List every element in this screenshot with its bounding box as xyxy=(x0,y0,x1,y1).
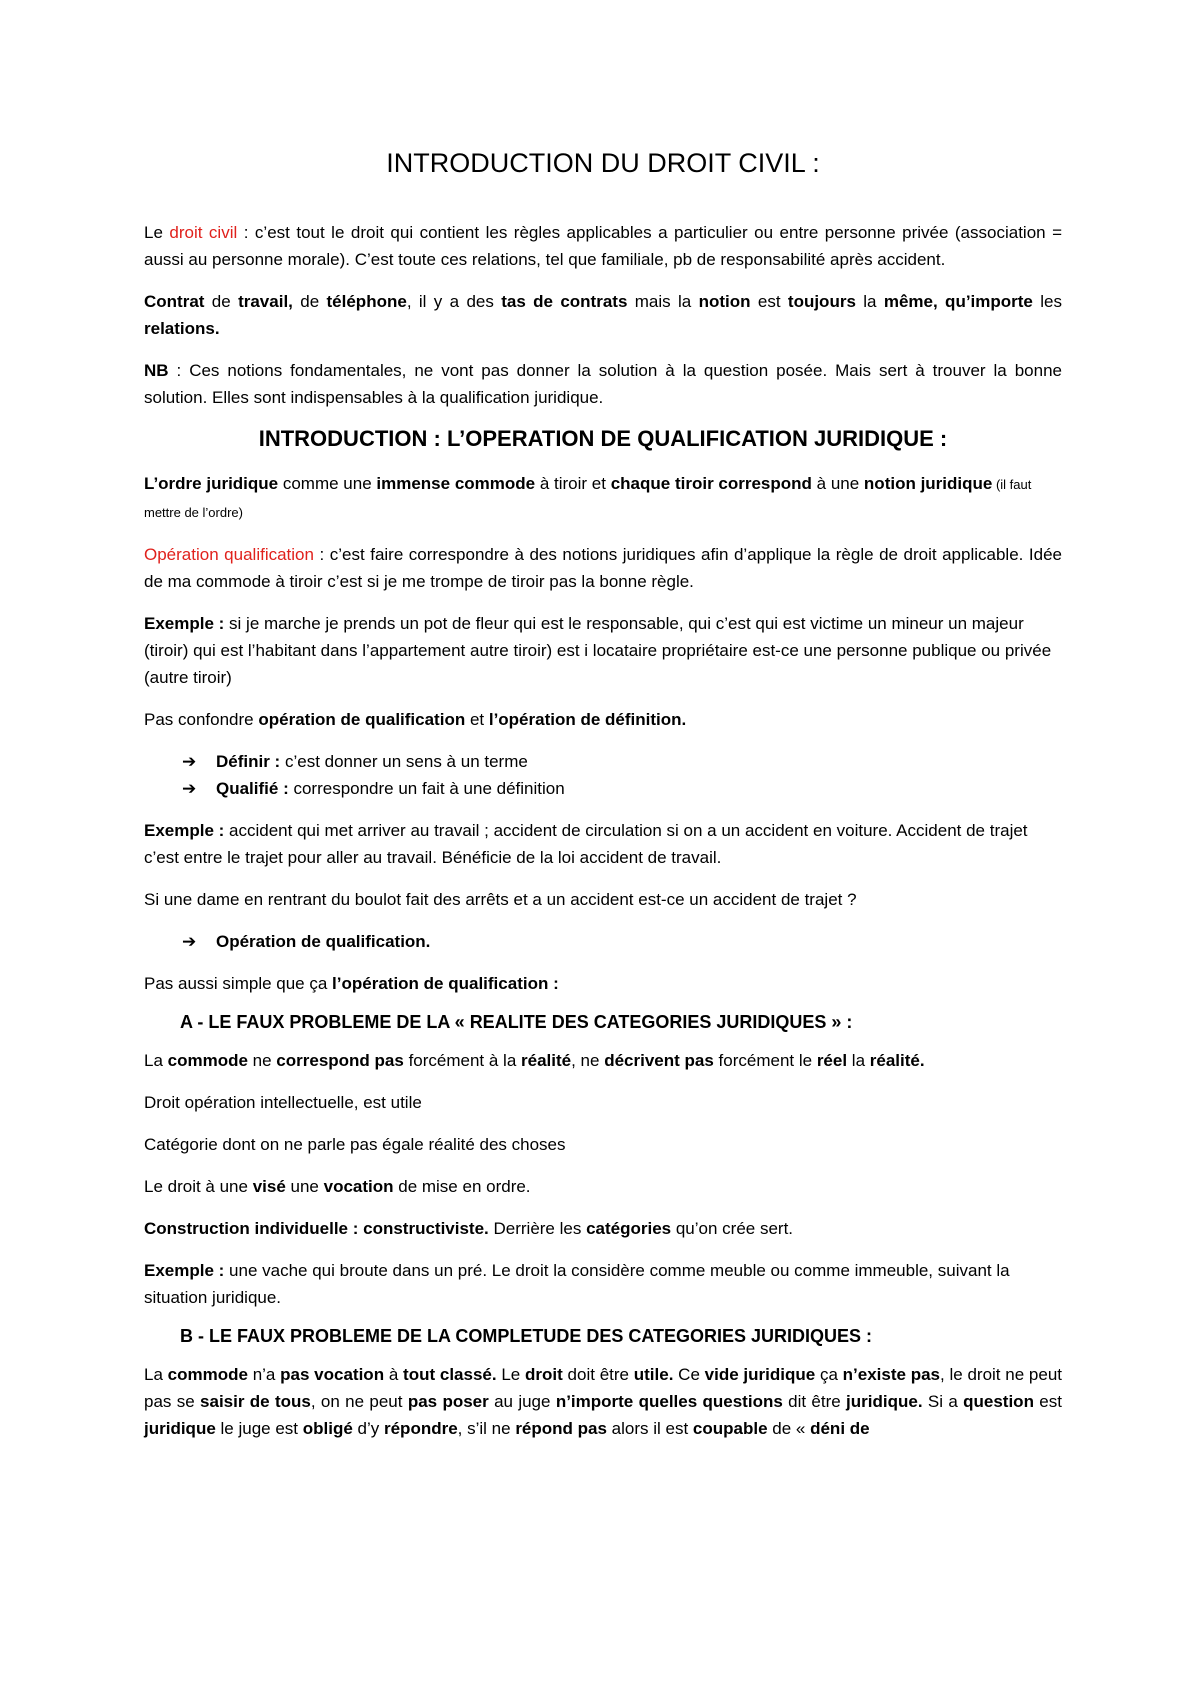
paragraph-commode-realite xyxy=(144,1047,1062,1074)
bold-text: Qualifié : xyxy=(216,779,289,798)
text: La xyxy=(144,1051,168,1070)
arrow-right-icon: ➔ xyxy=(182,932,197,951)
text: : Ces notions fondamentales, ne vont pas donner la solution à la question posée. Mais sert à trouver la bonne solution. Elles sont indispensables à la qualification juridique. xyxy=(144,361,1062,407)
bold-text: réalité xyxy=(521,1051,572,1070)
bold-text: toujours xyxy=(787,292,856,311)
definition-list xyxy=(144,748,1062,802)
bold-text: même, qu’importe xyxy=(883,292,1033,311)
text: Le xyxy=(496,1365,526,1384)
text: à xyxy=(384,1365,404,1384)
bold-text: juridique. xyxy=(846,1392,923,1411)
bold-text: réalité. xyxy=(869,1051,925,1070)
arrow-right-icon: ➔ xyxy=(182,752,197,771)
paragraph-vocation xyxy=(144,1173,1062,1200)
text: accident qui met arriver au travail ; accident de circulation si on a un accident en voiture. Accident de trajet c’est entre le trajet pour aller au travail. Bénéficie de la loi accident de travail. xyxy=(144,821,1028,867)
bold-text: utile. xyxy=(633,1365,674,1384)
bold-text: Exemple : xyxy=(144,614,225,633)
text: qu’on crée sert. xyxy=(671,1219,794,1238)
paragraph-completude xyxy=(144,1361,1062,1442)
bold-text: notion xyxy=(698,292,751,311)
paragraph-exemple-1 xyxy=(144,610,1062,691)
bold-text: question xyxy=(963,1392,1034,1411)
bold-text: déni de xyxy=(810,1419,870,1438)
text: est xyxy=(1033,1392,1062,1411)
bold-text: Construction individuelle : constructiviste. xyxy=(144,1219,489,1238)
text: ça xyxy=(815,1365,843,1384)
small-text: (il faut mettre de l’ordre) xyxy=(144,477,1032,520)
bold-text: Opération de qualification. xyxy=(216,932,431,951)
paragraph-pas-confondre xyxy=(144,706,1062,733)
bold-text: vocation xyxy=(323,1177,394,1196)
text: de mise en ordre. xyxy=(393,1177,531,1196)
text: à une xyxy=(811,474,864,493)
text: Ce xyxy=(673,1365,705,1384)
text: alors il est xyxy=(606,1419,693,1438)
bold-text: saisir de tous xyxy=(200,1392,311,1411)
paragraph-operation-qualification xyxy=(144,541,1062,595)
paragraph-question-trajet: Si une dame en rentrant du boulot fait des arrêts et a un accident est-ce un accident de trajet ? xyxy=(144,890,857,909)
bold-text: tout classé. xyxy=(403,1365,497,1384)
arrow-right-icon: ➔ xyxy=(182,779,197,798)
text: dit être xyxy=(782,1392,847,1411)
conclusion-list xyxy=(144,928,1062,955)
bold-text: opération de qualification xyxy=(258,710,466,729)
paragraph-droit-civil xyxy=(144,219,1062,273)
text: et xyxy=(465,710,489,729)
bold-text: l’opération de définition. xyxy=(488,710,687,729)
paragraph-nb xyxy=(144,357,1062,411)
text: : c’est tout le droit qui contient les règles applicables a particulier ou entre personne privée (association = aussi au personne morale). C’est toute ces relations, tel que familiale, pb de responsabilité après accident. xyxy=(144,223,1063,269)
text: n’a xyxy=(247,1365,281,1384)
text: La xyxy=(144,1365,168,1384)
bold-text: travail, xyxy=(238,292,293,311)
text: , s’il ne xyxy=(457,1419,516,1438)
text: de xyxy=(292,292,327,311)
bold-text: droit xyxy=(525,1365,563,1384)
bold-text: téléphone xyxy=(326,292,407,311)
text: de « xyxy=(767,1419,811,1438)
text: comme une xyxy=(278,474,377,493)
bold-text: NB xyxy=(144,361,169,380)
text: de xyxy=(204,292,239,311)
paragraph-categorie: Catégorie dont on ne parle pas égale réalité des choses xyxy=(144,1135,566,1154)
term-operation-qualification: Opération qualification xyxy=(144,545,314,564)
document-title: INTRODUCTION DU DROIT CIVIL : xyxy=(386,148,820,178)
text: d’y xyxy=(352,1419,384,1438)
text: Si a xyxy=(922,1392,964,1411)
paragraph-droit-operation: Droit opération intellectuelle, est utile xyxy=(144,1093,422,1112)
text: , le droit ne peut pas se xyxy=(144,1365,1063,1411)
bold-text: Définir : xyxy=(216,752,281,771)
list-item-definir xyxy=(144,748,1062,775)
text: doit être xyxy=(562,1365,634,1384)
paragraph-exemple-2 xyxy=(144,817,1062,871)
text: au juge xyxy=(488,1392,556,1411)
text: Pas aussi simple que ça xyxy=(144,974,333,993)
text: forcément à la xyxy=(403,1051,522,1070)
paragraph-construction xyxy=(144,1215,1062,1242)
paragraph-pas-aussi-simple xyxy=(144,970,1062,997)
bold-text: L’ordre juridique xyxy=(144,474,279,493)
bold-text: chaque tiroir correspond xyxy=(610,474,812,493)
text: une vache qui broute dans un pré. Le droit la considère comme meuble ou comme immeuble, suivant la situation juridique. xyxy=(144,1261,1010,1307)
paragraph-contrat xyxy=(144,288,1062,342)
bold-text: l’opération de qualification : xyxy=(332,974,559,993)
bold-text: réel xyxy=(816,1051,848,1070)
text: Le droit à une xyxy=(144,1177,253,1196)
text: : c’est faire correspondre à des notions juridiques afin d’applique la règle de droit applicable. Idée de ma commode à tiroir c’est si je me trompe de tiroir pas la bonne règle. xyxy=(144,545,1062,591)
text: forcément le xyxy=(713,1051,817,1070)
text: c’est donner un sens à un terme xyxy=(280,752,528,771)
document-content xyxy=(144,148,1062,1457)
bold-text: relations. xyxy=(144,319,220,338)
bold-text: pas vocation xyxy=(280,1365,385,1384)
text: est xyxy=(750,292,788,311)
bold-text: correspond pas xyxy=(276,1051,404,1070)
bold-text: coupable xyxy=(692,1419,768,1438)
bold-text: tas de contrats xyxy=(501,292,628,311)
subsection-heading-b: B - LE FAUX PROBLEME DE LA COMPLETUDE DES CATEGORIES JURIDIQUES : xyxy=(180,1326,873,1346)
text: , on ne peut xyxy=(310,1392,408,1411)
paragraph-exemple-3 xyxy=(144,1257,1062,1311)
text: les xyxy=(1032,292,1062,311)
text: correspondre un fait à une définition xyxy=(288,779,565,798)
bold-text: obligé xyxy=(302,1419,353,1438)
bold-text: pas poser xyxy=(407,1392,489,1411)
text: une xyxy=(285,1177,324,1196)
bold-text: visé xyxy=(252,1177,286,1196)
bold-text: notion juridique xyxy=(863,474,993,493)
bold-text: commode xyxy=(167,1365,248,1384)
text: Pas confondre xyxy=(144,710,259,729)
text: le juge est xyxy=(215,1419,303,1438)
text: , ne xyxy=(571,1051,605,1070)
section-heading-introduction: INTRODUCTION : L’OPERATION DE QUALIFICATION JURIDIQUE : xyxy=(258,426,948,451)
bold-text: Contrat xyxy=(144,292,205,311)
list-item-qualifie xyxy=(144,775,1062,802)
bold-text: commode xyxy=(167,1051,248,1070)
text: ne xyxy=(247,1051,277,1070)
text: , il y a des xyxy=(406,292,502,311)
bold-text: vide juridique xyxy=(704,1365,816,1384)
subsection-heading-a: A - LE FAUX PROBLEME DE LA « REALITE DES CATEGORIES JURIDIQUES » : xyxy=(180,1012,853,1032)
bold-text: Exemple : xyxy=(144,821,225,840)
bold-text: décrivent pas xyxy=(604,1051,714,1070)
text: mais la xyxy=(627,292,699,311)
bold-text: n’existe pas xyxy=(842,1365,941,1384)
bold-text: répond pas xyxy=(515,1419,607,1438)
text: Le xyxy=(144,223,170,242)
text: si je marche je prends un pot de fleur qui est le responsable, qui c’est qui est victime un mineur un majeur (tiroir) qui est l’habitant dans l’appartement autre tiroir) est i locataire propriétaire est-ce une personne publique ou privée (autre tiroir) xyxy=(144,614,1052,687)
bold-text: juridique xyxy=(144,1419,216,1438)
bold-text: Exemple : xyxy=(144,1261,225,1280)
text: Derrière les xyxy=(488,1219,587,1238)
paragraph-ordre-juridique xyxy=(144,470,1062,526)
text: la xyxy=(855,292,884,311)
bold-text: immense commode xyxy=(376,474,536,493)
text: à tiroir et xyxy=(535,474,611,493)
term-droit-civil: droit civil xyxy=(169,223,238,242)
bold-text: n’importe quelles questions xyxy=(555,1392,783,1411)
text: la xyxy=(847,1051,870,1070)
list-item-operation xyxy=(144,928,1062,955)
bold-text: catégories xyxy=(586,1219,672,1238)
bold-text: répondre xyxy=(383,1419,458,1438)
